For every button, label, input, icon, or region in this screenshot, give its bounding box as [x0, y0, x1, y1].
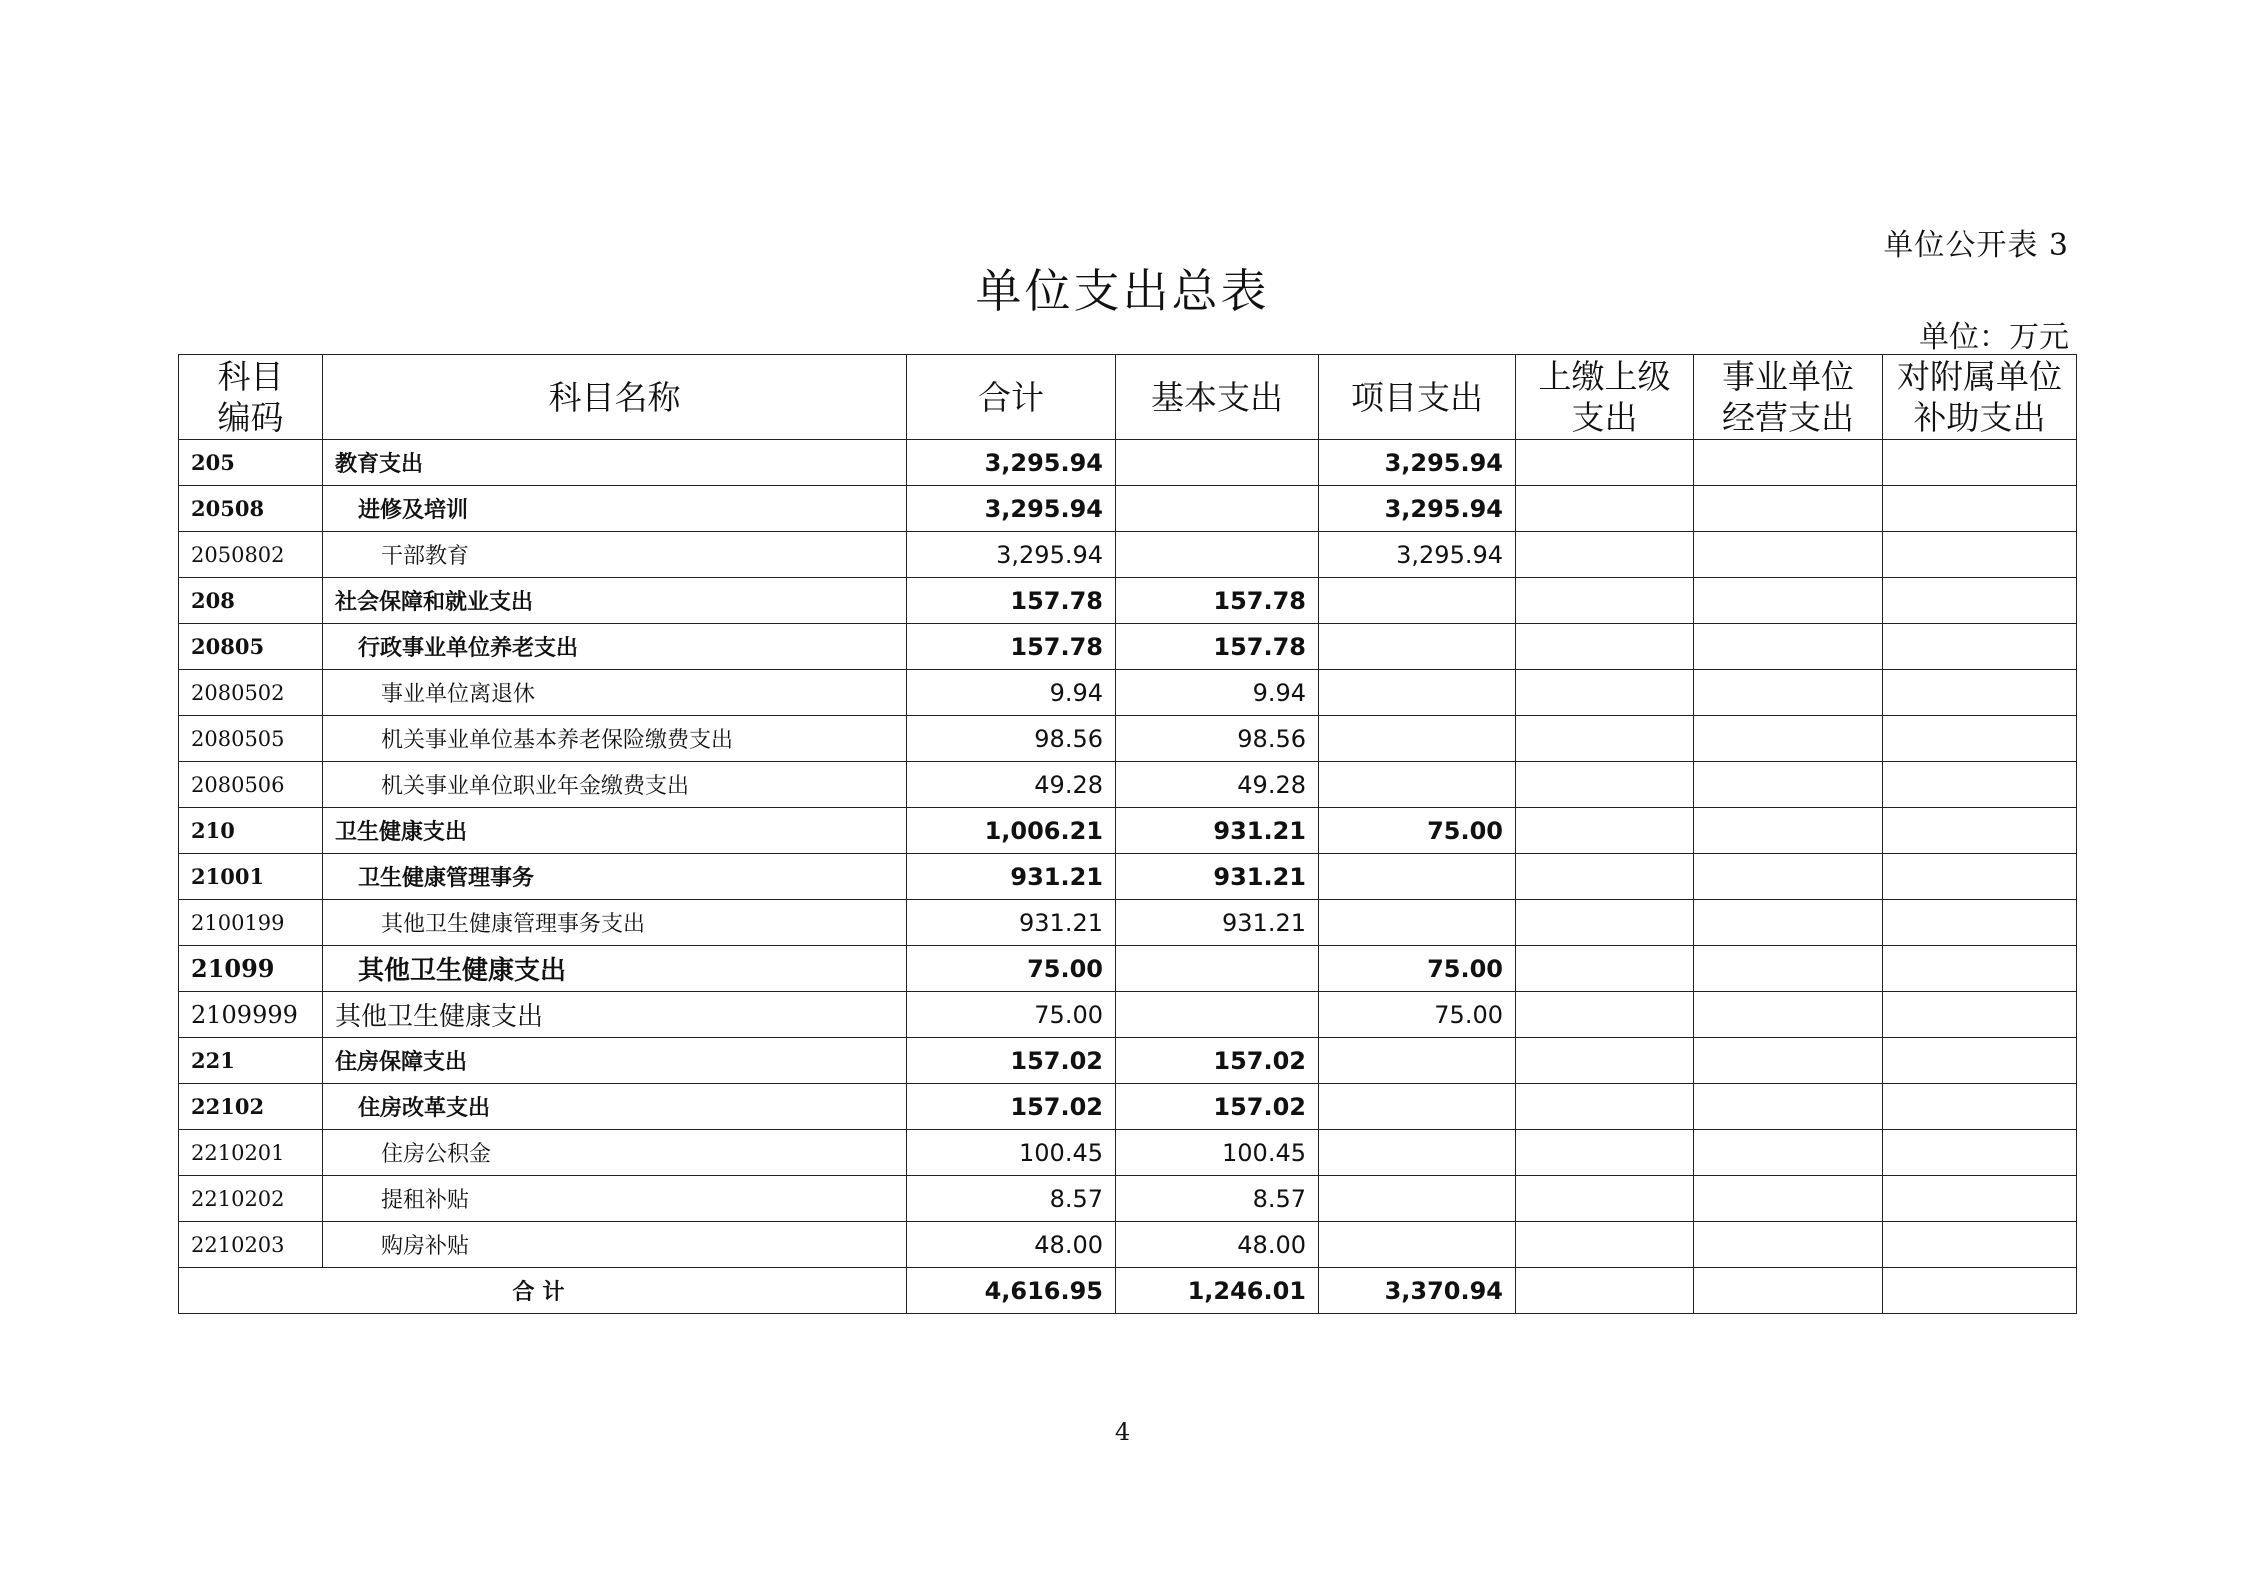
subject-name: 干部教育 — [323, 532, 907, 578]
subject-code: 2080506 — [179, 762, 323, 808]
amount-subsidy — [1883, 992, 2077, 1038]
table-row — [179, 1084, 2077, 1130]
subject-code: 210 — [179, 808, 323, 854]
subject-name: 提租补贴 — [323, 1176, 907, 1222]
amount-superior — [1516, 808, 1694, 854]
amount-business — [1694, 900, 1883, 946]
subject-name: 行政事业单位养老支出 — [323, 624, 907, 670]
amount-subsidy — [1883, 624, 2077, 670]
amount-project: 75.00 — [1319, 992, 1516, 1038]
header-superior-line: 上缴上级 — [1538, 357, 1671, 396]
table-row — [179, 1038, 2077, 1084]
amount-basic: 157.02 — [1116, 1038, 1319, 1084]
amount-project — [1319, 1176, 1516, 1222]
header-name-line: 科目名称 — [548, 377, 681, 417]
amount-project — [1319, 716, 1516, 762]
subject-code: 20508 — [179, 486, 323, 532]
subject-code: 208 — [179, 578, 323, 624]
amount-subsidy — [1883, 854, 2077, 900]
amount-basic: 48.00 — [1116, 1222, 1319, 1268]
amount-subsidy — [1883, 808, 2077, 854]
amount-basic: 157.02 — [1116, 1084, 1319, 1130]
amount-superior — [1516, 578, 1694, 624]
amount-superior — [1516, 992, 1694, 1038]
amount-project — [1319, 1222, 1516, 1268]
subject-code: 2109999 — [179, 992, 323, 1038]
amount-superior — [1516, 1222, 1694, 1268]
amount-superior — [1516, 716, 1694, 762]
amount-basic — [1116, 992, 1319, 1038]
amount-total: 157.02 — [907, 1084, 1116, 1130]
amount-superior — [1516, 854, 1694, 900]
table-row — [179, 440, 2077, 486]
amount-superior — [1516, 1038, 1694, 1084]
subject-name: 住房改革支出 — [323, 1084, 907, 1130]
subject-name: 其他卫生健康支出 — [323, 992, 907, 1038]
amount-business — [1694, 486, 1883, 532]
amount-business — [1694, 1084, 1883, 1130]
amount-superior — [1516, 440, 1694, 486]
subject-name: 机关事业单位职业年金缴费支出 — [323, 762, 907, 808]
amount-subsidy — [1883, 946, 2077, 992]
amount-total: 931.21 — [907, 900, 1116, 946]
table-header-row — [179, 355, 2077, 440]
amount-total: 3,295.94 — [907, 486, 1116, 532]
amount-total: 75.00 — [907, 946, 1116, 992]
amount-subsidy — [1883, 716, 2077, 762]
subject-name: 购房补贴 — [323, 1222, 907, 1268]
header-total — [907, 355, 1116, 440]
amount-basic: 8.57 — [1116, 1176, 1319, 1222]
subject-name: 住房保障支出 — [323, 1038, 907, 1084]
total-row-total: 4,616.95 — [907, 1268, 1116, 1314]
subject-code: 2080505 — [179, 716, 323, 762]
amount-project — [1319, 762, 1516, 808]
header-subsidy-line: 补助支出 — [1913, 398, 2046, 437]
amount-business — [1694, 762, 1883, 808]
amount-total: 75.00 — [907, 992, 1116, 1038]
total-row — [179, 1268, 2077, 1314]
header-code-line: 科目 — [217, 357, 284, 396]
amount-basic: 157.78 — [1116, 578, 1319, 624]
subject-code: 2210201 — [179, 1130, 323, 1176]
amount-project — [1319, 900, 1516, 946]
amount-total: 3,295.94 — [907, 440, 1116, 486]
amount-superior — [1516, 624, 1694, 670]
total-row-basic: 1,246.01 — [1116, 1268, 1319, 1314]
amount-project — [1319, 1130, 1516, 1176]
header-business-line: 事业单位 — [1722, 357, 1854, 396]
table-row — [179, 624, 2077, 670]
subject-name: 卫生健康管理事务 — [323, 854, 907, 900]
amount-total: 3,295.94 — [907, 532, 1116, 578]
amount-subsidy — [1883, 1130, 2077, 1176]
table-row — [179, 670, 2077, 716]
amount-business — [1694, 808, 1883, 854]
subject-code: 21099 — [179, 946, 323, 992]
amount-basic: 931.21 — [1116, 900, 1319, 946]
amount-subsidy — [1883, 440, 2077, 486]
header-superior-line: 支出 — [1571, 398, 1638, 437]
amount-superior — [1516, 1084, 1694, 1130]
amount-business — [1694, 992, 1883, 1038]
page-number: 4 — [1114, 1418, 1131, 1446]
total-row-business — [1694, 1268, 1883, 1314]
total-row-subsidy — [1883, 1268, 2077, 1314]
table-row — [179, 992, 2077, 1038]
subject-name: 其他卫生健康支出 — [323, 946, 907, 992]
amount-superior — [1516, 1130, 1694, 1176]
amount-total: 157.78 — [907, 624, 1116, 670]
amount-business — [1694, 624, 1883, 670]
table-body — [179, 440, 2077, 1268]
amount-superior — [1516, 1176, 1694, 1222]
amount-basic — [1116, 946, 1319, 992]
amount-total: 98.56 — [907, 716, 1116, 762]
amount-project — [1319, 1084, 1516, 1130]
subject-name: 机关事业单位基本养老保险缴费支出 — [323, 716, 907, 762]
table-row — [179, 854, 2077, 900]
subject-name: 住房公积金 — [323, 1130, 907, 1176]
subject-name: 卫生健康支出 — [323, 808, 907, 854]
header-subsidy — [1883, 355, 2077, 440]
amount-basic: 100.45 — [1116, 1130, 1319, 1176]
amount-total: 1,006.21 — [907, 808, 1116, 854]
subject-code: 2210203 — [179, 1222, 323, 1268]
amount-subsidy — [1883, 486, 2077, 532]
amount-project: 3,295.94 — [1319, 486, 1516, 532]
table-row — [179, 762, 2077, 808]
table-row — [179, 946, 2077, 992]
amount-superior — [1516, 762, 1694, 808]
amount-project — [1319, 578, 1516, 624]
amount-basic — [1116, 532, 1319, 578]
amount-total: 8.57 — [907, 1176, 1116, 1222]
amount-subsidy — [1883, 1084, 2077, 1130]
header-code-line: 编码 — [217, 398, 284, 437]
subject-name: 教育支出 — [323, 440, 907, 486]
amount-superior — [1516, 946, 1694, 992]
subject-code: 2050802 — [179, 532, 323, 578]
amount-subsidy — [1883, 532, 2077, 578]
table-row — [179, 486, 2077, 532]
subject-code: 20805 — [179, 624, 323, 670]
amount-business — [1694, 1176, 1883, 1222]
amount-subsidy — [1883, 900, 2077, 946]
header-code — [179, 355, 323, 440]
amount-project — [1319, 1038, 1516, 1084]
subject-code: 22102 — [179, 1084, 323, 1130]
amount-superior — [1516, 486, 1694, 532]
amount-total: 100.45 — [907, 1130, 1116, 1176]
amount-subsidy — [1883, 578, 2077, 624]
expense-summary-table — [178, 354, 2077, 1314]
amount-superior — [1516, 532, 1694, 578]
amount-subsidy — [1883, 762, 2077, 808]
amount-total: 49.28 — [907, 762, 1116, 808]
amount-project — [1319, 670, 1516, 716]
amount-business — [1694, 854, 1883, 900]
amount-project: 75.00 — [1319, 946, 1516, 992]
amount-project: 3,295.94 — [1319, 532, 1516, 578]
amount-basic — [1116, 486, 1319, 532]
unit-label: 单位：万元 — [1919, 320, 2069, 355]
table-row — [179, 716, 2077, 762]
amount-total: 9.94 — [907, 670, 1116, 716]
header-subsidy-line: 对附属单位 — [1897, 357, 2062, 396]
amount-project: 75.00 — [1319, 808, 1516, 854]
header-business-line: 经营支出 — [1722, 398, 1854, 437]
amount-project — [1319, 624, 1516, 670]
subject-name: 其他卫生健康管理事务支出 — [323, 900, 907, 946]
table-row — [179, 808, 2077, 854]
amount-project — [1319, 854, 1516, 900]
amount-business — [1694, 440, 1883, 486]
amount-subsidy — [1883, 1222, 2077, 1268]
amount-basic: 931.21 — [1116, 808, 1319, 854]
amount-business — [1694, 1130, 1883, 1176]
header-name — [323, 355, 907, 440]
amount-business — [1694, 716, 1883, 762]
header-project — [1319, 355, 1516, 440]
amount-business — [1694, 1222, 1883, 1268]
amount-business — [1694, 946, 1883, 992]
total-row-superior — [1516, 1268, 1694, 1314]
table-row — [179, 1222, 2077, 1268]
total-row-label: 合计 — [179, 1268, 907, 1314]
amount-total: 157.02 — [907, 1038, 1116, 1084]
subject-code: 221 — [179, 1038, 323, 1084]
header-project-line: 项目支出 — [1351, 377, 1483, 417]
amount-basic: 157.78 — [1116, 624, 1319, 670]
amount-basic: 98.56 — [1116, 716, 1319, 762]
header-basic-line: 基本支出 — [1151, 377, 1283, 417]
header-basic — [1116, 355, 1319, 440]
table-row — [179, 578, 2077, 624]
subject-code: 205 — [179, 440, 323, 486]
amount-business — [1694, 532, 1883, 578]
amount-superior — [1516, 670, 1694, 716]
subject-code: 2080502 — [179, 670, 323, 716]
amount-subsidy — [1883, 1176, 2077, 1222]
subject-code: 2210202 — [179, 1176, 323, 1222]
amount-project: 3,295.94 — [1319, 440, 1516, 486]
total-row-project: 3,370.94 — [1319, 1268, 1516, 1314]
amount-business — [1694, 578, 1883, 624]
page-title: 单位支出总表 — [975, 264, 1270, 318]
subject-code: 21001 — [179, 854, 323, 900]
header-total-line: 合计 — [978, 377, 1044, 417]
subject-name: 进修及培训 — [323, 486, 907, 532]
amount-total: 931.21 — [907, 854, 1116, 900]
subject-code: 2100199 — [179, 900, 323, 946]
amount-basic: 49.28 — [1116, 762, 1319, 808]
header-business — [1694, 355, 1883, 440]
amount-subsidy — [1883, 670, 2077, 716]
amount-total: 48.00 — [907, 1222, 1116, 1268]
amount-business — [1694, 1038, 1883, 1084]
amount-subsidy — [1883, 1038, 2077, 1084]
amount-basic — [1116, 440, 1319, 486]
table-row — [179, 1130, 2077, 1176]
amount-total: 157.78 — [907, 578, 1116, 624]
amount-business — [1694, 670, 1883, 716]
table-row — [179, 1176, 2077, 1222]
subject-name: 社会保障和就业支出 — [323, 578, 907, 624]
header-superior — [1516, 355, 1694, 440]
table-row — [179, 532, 2077, 578]
subject-name: 事业单位离退休 — [323, 670, 907, 716]
amount-basic: 9.94 — [1116, 670, 1319, 716]
amount-superior — [1516, 900, 1694, 946]
amount-basic: 931.21 — [1116, 854, 1319, 900]
table-row — [179, 900, 2077, 946]
form-number: 单位公开表 3 — [1883, 228, 2069, 263]
